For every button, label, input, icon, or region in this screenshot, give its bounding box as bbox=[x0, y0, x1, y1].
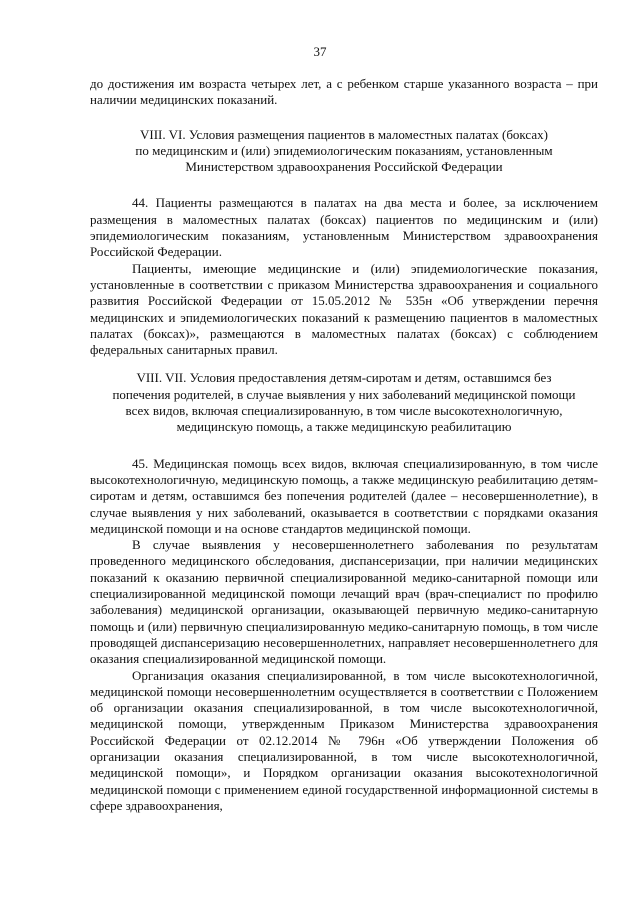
heading-line: по медицинским и (или) эпидемиологическим показаниям, установленным bbox=[135, 142, 553, 158]
paragraph-45: 45. Медицинская помощь всех видов, включая специализированную, в том числе высокотехнологичную, медицинскую помощь, а также медицинскую реабилитацию детям-сиротам и детям, оставшимся без попечения родителей (далее – несовершеннолетние), в случае выявления у них заболеваний, оказывается в соответствии с порядками оказания медицинской помощи и на основе стандартов медицинской помощи. bbox=[90, 455, 598, 536]
section-heading-viii-vii bbox=[90, 370, 598, 435]
document-body bbox=[90, 76, 598, 814]
paragraph-44: 44. Пациенты размещаются в палатах на два места и более, за исключением размещения в маломестных палатах (боксах) пациентов по медицинским и (или) эпидемиологическим показаниям, установленным Министерством здравоохранения Российской Федерации. bbox=[90, 195, 598, 260]
heading-line: всех видов, включая специализированную, в том числе высокотехнологичную, bbox=[125, 403, 563, 419]
heading-line: Министерством здравоохранения Российской Федерации bbox=[185, 159, 503, 175]
heading-line: медицинскую помощь, а также медицинскую реабилитацию bbox=[176, 419, 512, 435]
section-heading-viii-vi bbox=[90, 127, 598, 176]
page-number: 37 bbox=[313, 44, 327, 59]
heading-line: VIII. VI. Условия размещения пациентов в маломестных палатах (боксах) bbox=[140, 126, 548, 142]
heading-line: попечения родителей, в случае выявления у них заболеваний медицинской помощи bbox=[112, 386, 576, 402]
paragraph-45-referral: В случае выявления у несовершеннолетнего заболевания по результатам проведенного медицинского обследования, диспансеризации, при наличии медицинских показаний к оказанию первичной специализированной медико-санитарной помощи или специализированной медицинской помощи лечащий врач (врач-специалист по профилю заболевания) медицинской организации, оказывающей первичную медико-санитарную помощь и (или) первичную специализированную медико-санитарную помощь, в том числе проводящей диспансеризацию несовершеннолетних, направляет несовершеннолетнего для оказания специализированной медицинской помощи. bbox=[90, 537, 598, 667]
intro-paragraph: до достижения им возраста четырех лет, а с ребенком старше указанного возраста – при наличии медицинских показаний. bbox=[90, 76, 598, 108]
paragraph-45-organization: Организация оказания специализированной, в том числе высокотехнологичной, медицинской помощи несовершеннолетним осуществляется в соответствии с Положением об организации оказания специализированной, в том числе высокотехнологичной, медицинской помощи, утвержденным Приказом Министерства здравоохранения Российской Федерации от 02.12.2014 № 796н «Об утверждении Положения об организации оказания специализированной, в том числе высокотехнологичной, медицинской помощи», и Порядком организации оказания высокотехнологичной медицинской помощи с применением единой государственной информационной системы в сфере здравоохранения, bbox=[90, 667, 598, 813]
paragraph-44-patients: Пациенты, имеющие медицинские и (или) эпидемиологические показания, установленные в соответствии с приказом Министерства здравоохранения и социального развития Российской Федерации от 15.05.2012 № 535н «Об утверждении перечня медицинских и эпидемиологических показаний к размещению пациентов в маломестных палатах (боксах)», размещаются в маломестных палатах (боксах) с соблюдением федеральных санитарных правил. bbox=[90, 260, 598, 358]
heading-line: VIII. VII. Условия предоставления детям-сиротам и детям, оставшимся без bbox=[136, 370, 552, 386]
